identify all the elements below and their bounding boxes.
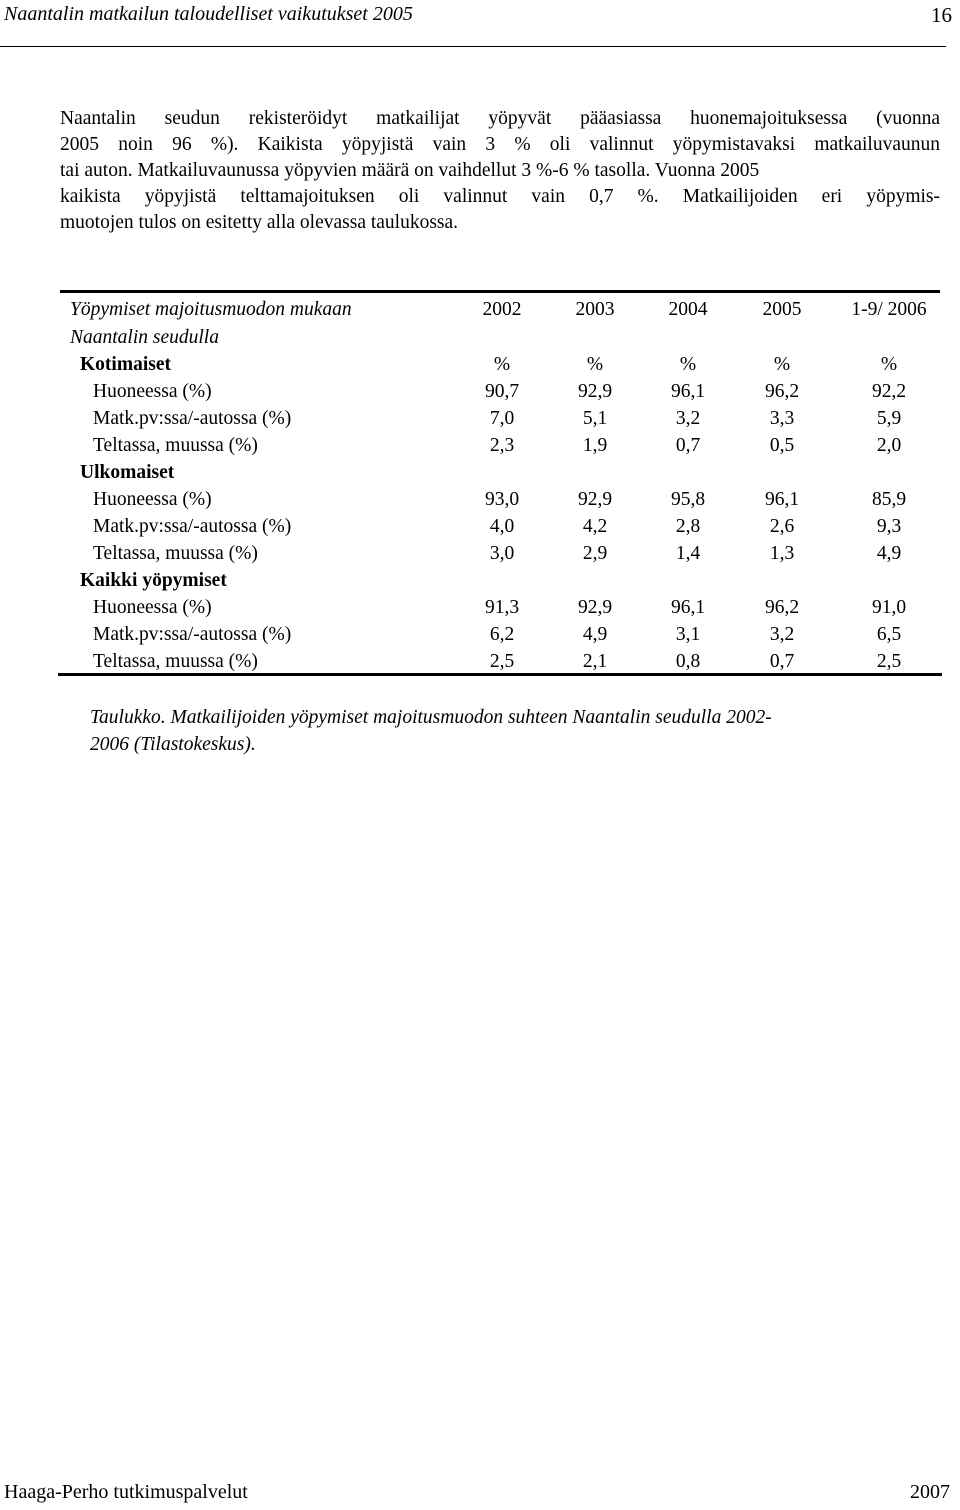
caption-line: 2006 (Tilastokeskus). xyxy=(90,734,256,755)
value-cell: 92,9 xyxy=(577,489,613,510)
row-label: Teltassa, muussa (%) xyxy=(93,435,258,456)
table-caption xyxy=(90,704,930,758)
year-header: 2005 xyxy=(762,299,802,320)
value-cell: 5,9 xyxy=(876,408,902,429)
table-top-rule xyxy=(60,290,940,293)
group-row-foreign xyxy=(60,459,940,486)
group-label: Ulkomaiset xyxy=(80,462,175,483)
group-row-all xyxy=(60,567,940,594)
value-cell: 4,9 xyxy=(582,624,608,645)
running-title: Naantalin matkailun taloudelliset vaikutukset 2005 xyxy=(4,3,413,25)
value-cell: 96,1 xyxy=(764,489,800,510)
value-cell: 3,0 xyxy=(489,543,515,564)
value-cell: 2,5 xyxy=(876,651,902,672)
value-cell: 2,1 xyxy=(582,651,608,672)
table-subtitle: Naantalin seudulla xyxy=(70,327,219,348)
intro-line: muotojen tulos on esitetty alla olevassa taulukossa. xyxy=(60,212,459,233)
table-title: Yöpymiset majoitusmuodon mukaan xyxy=(70,299,352,320)
table-row xyxy=(60,405,940,432)
year-header: 2003 xyxy=(575,299,615,320)
group-row-domestic xyxy=(60,351,940,378)
intro-line: kaikista yöpyjistä telttamajoituksen oli valinnut vain 0,7 %. Matkailijoiden eri yöpymis- xyxy=(60,186,940,207)
value-cell: 2,3 xyxy=(489,435,515,456)
unit-cell: % xyxy=(586,354,604,375)
value-cell: 93,0 xyxy=(484,489,520,510)
intro-paragraph xyxy=(60,106,940,236)
value-cell: 92,9 xyxy=(577,381,613,402)
value-cell: 92,9 xyxy=(577,597,613,618)
value-cell: 4,9 xyxy=(876,543,902,564)
value-cell: 1,9 xyxy=(582,435,608,456)
value-cell: 92,2 xyxy=(871,381,907,402)
footer-year: 2007 xyxy=(910,1481,950,1503)
value-cell: 1,3 xyxy=(769,543,795,564)
unit-cell: % xyxy=(679,354,697,375)
value-cell: 96,1 xyxy=(670,597,706,618)
value-cell: 3,1 xyxy=(675,624,701,645)
table-row xyxy=(60,486,940,513)
value-cell: 3,3 xyxy=(769,408,795,429)
year-header: 2002 xyxy=(482,299,522,320)
accommodation-table xyxy=(60,296,940,675)
value-cell: 2,6 xyxy=(769,516,795,537)
table-row xyxy=(60,513,940,540)
unit-cell: % xyxy=(773,354,791,375)
table-bottom-rule xyxy=(58,673,942,676)
row-label: Huoneessa (%) xyxy=(93,489,212,510)
row-label: Teltassa, muussa (%) xyxy=(93,651,258,672)
value-cell: 2,8 xyxy=(675,516,701,537)
group-label: Kotimaiset xyxy=(80,354,171,375)
row-label: Matk.pv:ssa/-autossa (%) xyxy=(93,408,292,429)
group-label: Kaikki yöpymiset xyxy=(80,570,227,591)
value-cell: 96,2 xyxy=(764,597,800,618)
value-cell: 9,3 xyxy=(876,516,902,537)
value-cell: 7,0 xyxy=(489,408,515,429)
footer-publisher: Haaga-Perho tutkimuspalvelut xyxy=(4,1481,248,1503)
value-cell: 3,2 xyxy=(769,624,795,645)
value-cell: 2,0 xyxy=(876,435,902,456)
value-cell: 4,2 xyxy=(582,516,608,537)
table-title-row-2 xyxy=(60,324,940,351)
value-cell: 96,1 xyxy=(670,381,706,402)
year-header: 2004 xyxy=(668,299,708,320)
value-cell: 4,0 xyxy=(489,516,515,537)
row-label: Huoneessa (%) xyxy=(93,597,212,618)
table-row xyxy=(60,594,940,621)
caption-line: Taulukko. Matkailijoiden yöpymiset majoitusmuodon suhteen Naantalin seudulla 2002- xyxy=(90,707,772,728)
value-cell: 85,9 xyxy=(871,489,907,510)
row-label: Huoneessa (%) xyxy=(93,381,212,402)
unit-cell: % xyxy=(493,354,511,375)
intro-line: Naantalin seudun rekisteröidyt matkailijat yöpyvät pääasiassa huonemajoituksessa (vuonna xyxy=(60,108,940,129)
intro-line: tai auton. Matkailuvaunussa yöpyvien määrä on vaihdellut 3 %-6 % tasolla. Vuonna 2005 xyxy=(60,160,760,181)
table-row xyxy=(60,648,940,675)
value-cell: 2,5 xyxy=(489,651,515,672)
row-label: Matk.pv:ssa/-autossa (%) xyxy=(93,624,292,645)
page-number: 16 xyxy=(931,3,952,27)
table-row xyxy=(60,378,940,405)
table-row xyxy=(60,432,940,459)
header-rule xyxy=(0,46,946,47)
table-row xyxy=(60,540,940,567)
page-header xyxy=(0,0,960,50)
value-cell: 2,9 xyxy=(582,543,608,564)
unit-cell: % xyxy=(880,354,898,375)
row-label: Teltassa, muussa (%) xyxy=(93,543,258,564)
table-row xyxy=(60,621,940,648)
value-cell: 6,5 xyxy=(876,624,902,645)
value-cell: 0,7 xyxy=(769,651,795,672)
value-cell: 6,2 xyxy=(489,624,515,645)
value-cell: 0,5 xyxy=(769,435,795,456)
value-cell: 90,7 xyxy=(484,381,520,402)
value-cell: 96,2 xyxy=(764,381,800,402)
value-cell: 3,2 xyxy=(675,408,701,429)
value-cell: 0,8 xyxy=(675,651,701,672)
intro-line: 2005 noin 96 %). Kaikista yöpyjistä vain 3 % oli valinnut yöpymistavaksi matkailuvaunun xyxy=(60,134,940,155)
value-cell: 95,8 xyxy=(670,489,706,510)
year-header: 1-9/ 2006 xyxy=(851,299,927,320)
table-header-row xyxy=(60,296,940,324)
value-cell: 91,3 xyxy=(484,597,520,618)
value-cell: 91,0 xyxy=(871,597,907,618)
value-cell: 1,4 xyxy=(675,543,701,564)
value-cell: 5,1 xyxy=(582,408,608,429)
value-cell: 0,7 xyxy=(675,435,701,456)
row-label: Matk.pv:ssa/-autossa (%) xyxy=(93,516,292,537)
